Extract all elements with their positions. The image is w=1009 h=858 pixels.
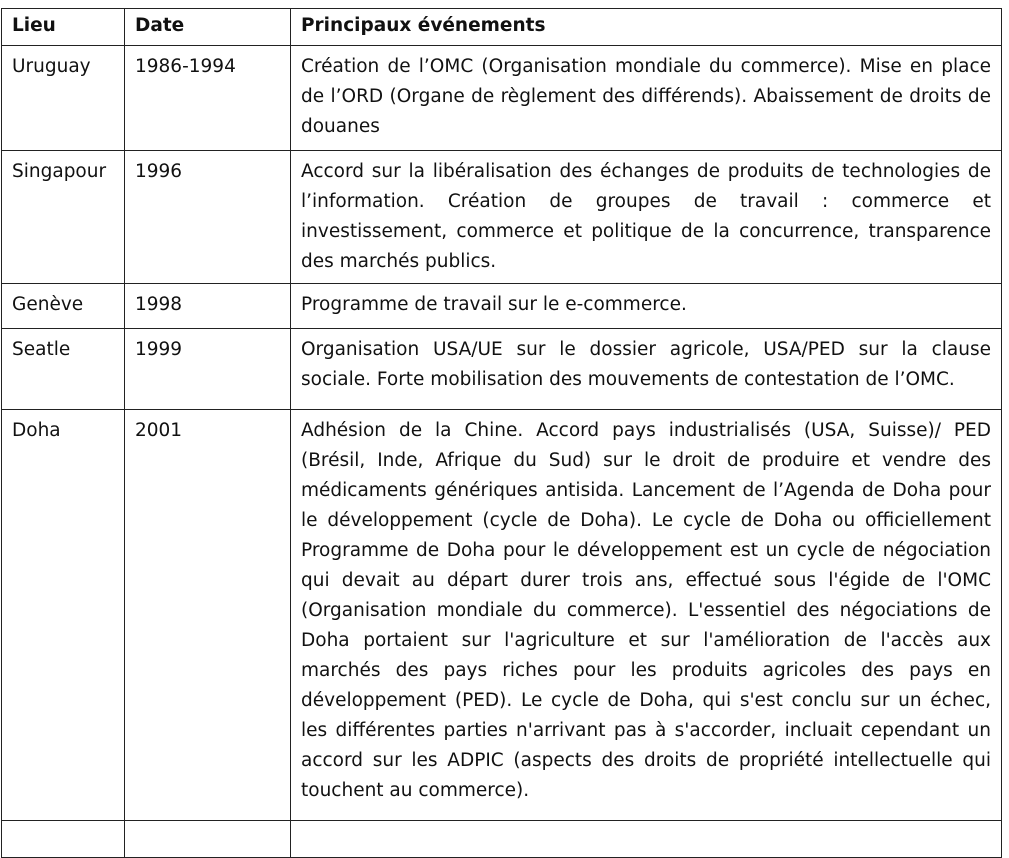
events-table	[1, 8, 1002, 858]
cell-lieu: Uruguay	[2, 46, 125, 151]
header-date: Date	[125, 9, 291, 46]
cell-events: Création de l’OMC (Organisation mondiale du commerce). Mise en place de l’ORD (Organe de règlement des différends). Abaissement de droits de douanes	[291, 46, 1002, 151]
cell-empty	[2, 821, 125, 858]
cell-date: 1999	[125, 329, 291, 410]
table-row	[2, 284, 1002, 329]
header-events: Principaux événements	[291, 9, 1002, 46]
cell-date: 1986-1994	[125, 46, 291, 151]
table-row	[2, 46, 1002, 151]
cell-events: Programme de travail sur le e-commerce.	[291, 284, 1002, 329]
cell-lieu: Genève	[2, 284, 125, 329]
cell-events: Adhésion de la Chine. Accord pays industrialisés (USA, Suisse)/ PED (Brésil, Inde, Afrique du Sud) sur le droit de produire et vendre des médicaments génériques antisida. Lancement de l’Agenda de Doha pour le développement (cycle de Doha). Le cycle de Doha ou officiellement Programme de Doha pour le développement est un cycle de négociation qui devait au départ durer trois ans, effectué sous l'égide de l'OMC (Organisation mondiale du commerce). L'essentiel des négociations de Doha portaient sur l'agriculture et sur l'amélioration de l'accès aux marchés des pays riches pour les produits agricoles des pays en développement (PED). Le cycle de Doha, qui s'est conclu sur un échec, les différentes parties n'arrivant pas à s'accorder, incluait cependant un accord sur les ADPIC (aspects des droits de propriété intellectuelle qui touchent au commerce).	[291, 410, 1002, 821]
cell-empty	[291, 821, 1002, 858]
cell-lieu: Seatle	[2, 329, 125, 410]
cell-lieu: Doha	[2, 410, 125, 821]
table-row	[2, 329, 1002, 410]
table-row	[2, 151, 1002, 284]
table-row	[2, 410, 1002, 821]
header-lieu: Lieu	[2, 9, 125, 46]
cell-date: 2001	[125, 410, 291, 821]
cell-events: Accord sur la libéralisation des échanges de produits de technologies de l’information. Création de groupes de travail : commerce et investissement, commerce et politique de la concurrence, transparence des marchés publics.	[291, 151, 1002, 284]
cell-events: Organisation USA/UE sur le dossier agricole, USA/PED sur la clause sociale. Forte mobilisation des mouvements de contestation de l’OMC.	[291, 329, 1002, 410]
header-row	[2, 9, 1002, 46]
table-row-empty	[2, 821, 1002, 858]
cell-lieu: Singapour	[2, 151, 125, 284]
cell-date: 1998	[125, 284, 291, 329]
cell-date: 1996	[125, 151, 291, 284]
cell-empty	[125, 821, 291, 858]
